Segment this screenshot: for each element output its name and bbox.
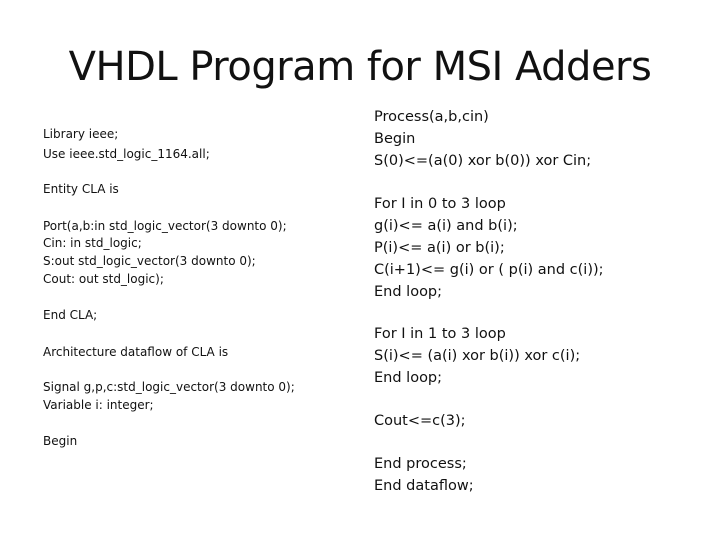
code-line: g(i)<= a(i) and b(i);: [374, 218, 518, 234]
code-line: Library ieee;: [43, 127, 119, 141]
code-line: S(i)<= (a(i) xor b(i)) xor c(i);: [374, 348, 581, 364]
code-line: End loop;: [374, 284, 443, 300]
code-line: S:out std_logic_vector(3 downto 0);: [43, 254, 256, 268]
code-line: Port(a,b:in std_logic_vector(3 downto 0);: [43, 219, 287, 233]
code-line: Begin: [374, 131, 416, 147]
code-line: Process(a,b,cin): [374, 109, 489, 125]
code-line: For I in 1 to 3 loop: [374, 326, 506, 342]
code-line: Cin: in std_logic;: [43, 236, 142, 250]
code-line: End CLA;: [43, 308, 98, 322]
slide-title: VHDL Program for MSI Adders: [68, 44, 652, 90]
code-line: P(i)<= a(i) or b(i);: [374, 240, 505, 256]
code-line: Architecture dataflow of CLA is: [43, 345, 229, 359]
code-line: Begin: [43, 434, 78, 448]
code-line: End dataflow;: [374, 478, 474, 494]
code-line: C(i+1)<= g(i) or ( p(i) and c(i));: [374, 262, 604, 278]
code-line: Variable i: integer;: [43, 398, 154, 412]
code-line: Signal g,p,c:std_logic_vector(3 downto 0);: [43, 380, 295, 394]
code-line: Cout<=c(3);: [374, 413, 466, 429]
code-line: End process;: [374, 456, 467, 472]
code-line: Use ieee.std_logic_1164.all;: [43, 147, 210, 161]
code-line: End loop;: [374, 370, 443, 386]
code-line: Entity CLA is: [43, 182, 119, 196]
code-line: For I in 0 to 3 loop: [374, 196, 506, 212]
code-line: Cout: out std_logic);: [43, 272, 164, 286]
code-line: S(0)<=(a(0) xor b(0)) xor Cin;: [374, 153, 592, 169]
